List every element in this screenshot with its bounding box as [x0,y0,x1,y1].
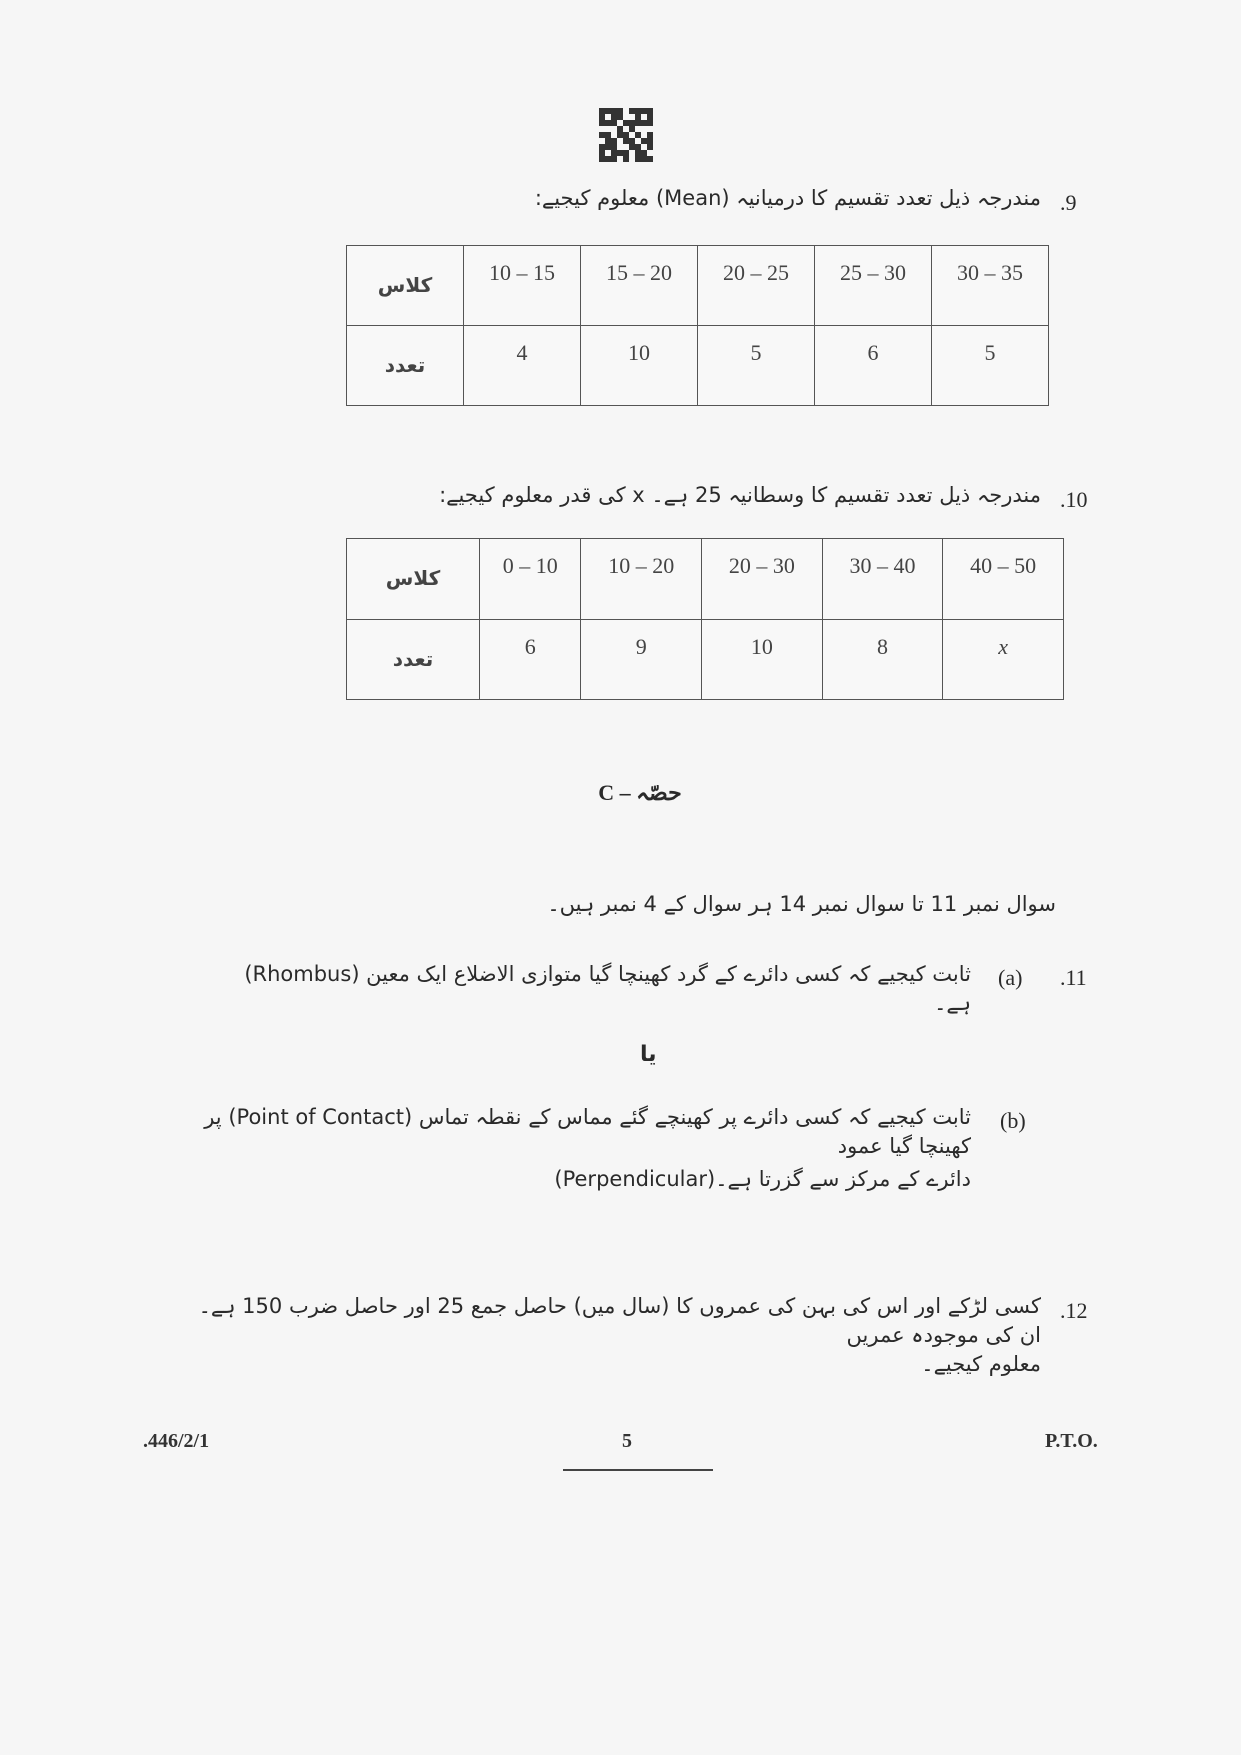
question-10-table [346,538,1064,700]
question-11b-line2: (Perpendicular)دائرے کے مرکز سے گزرتا ہے۔ [554,1167,971,1191]
class-row-header: کلاس [347,539,480,620]
class-row [347,246,1049,326]
frequency-row [347,326,1049,406]
page-number-underline [563,1469,713,1471]
question-12-number: .12 [1060,1298,1088,1323]
class-row-header: کلاس [347,246,464,326]
pto-label: P.T.O. [1045,1430,1098,1452]
class-cell: 30 – 35 [932,246,1049,326]
class-cell: 10 – 15 [464,246,581,326]
question-9-text: مندرجہ ذیل تعدد تقسیم کا درمیانیہ (Mean) معلوم کیجیے: [534,186,1041,210]
question-10-text: مندرجہ ذیل تعدد تقسیم کا وسطانیہ 25 ہے۔ x کی قدر معلوم کیجیے: [439,483,1041,507]
frequency-cell: x [943,619,1064,700]
question-9-table [346,245,1049,406]
question-11b-line1: ثابت کیجیے کہ کسی دائرے پر کھینچے گئے مماس کے نقطہ تماس (Point of Contact) پر کھینچا گیا عمود [204,1105,971,1159]
question-11a-label: (a) [998,965,1023,990]
frequency-cell: 10 [702,619,823,700]
frequency-row-header: تعدد [347,326,464,406]
frequency-cell: 6 [480,619,581,700]
frequency-cell: 5 [932,326,1049,406]
class-cell: 30 – 40 [822,539,943,620]
question-12-line2: معلوم کیجیے۔ [921,1352,1041,1376]
class-cell: 10 – 20 [581,539,702,620]
question-9-number: .9 [1060,190,1077,215]
frequency-row-header: تعدد [347,619,480,700]
frequency-cell: 8 [822,619,943,700]
question-11a-text: ثابت کیجیے کہ کسی دائرے کے گرد کھینچا گیا متوازی الاضلاع ایک معین (Rhombus) ہے۔ [244,962,971,1016]
frequency-row [347,619,1064,700]
or-separator: یا [640,1042,657,1067]
class-row [347,539,1064,620]
qr-code [599,108,653,162]
question-12-line1: کسی لڑکے اور اس کی بہن کی عمروں کا (سال میں) حاصل جمع 25 اور حاصل ضرب 150 ہے۔ ان کی موجودہ عمریں [198,1294,1041,1348]
question-10-number: .10 [1060,487,1088,512]
class-cell: 20 – 30 [702,539,823,620]
frequency-cell: 6 [815,326,932,406]
page-number: 5 [622,1430,632,1452]
class-cell: 40 – 50 [943,539,1064,620]
section-c-heading: حصّہ – C [598,780,682,805]
class-cell: 20 – 25 [698,246,815,326]
question-11b-label: (b) [1000,1108,1026,1133]
frequency-cell: 10 [581,326,698,406]
paper-code: .446/2/1 [143,1430,210,1452]
section-instructions: سوال نمبر 11 تا سوال نمبر 14 ہر سوال کے 4 نمبر ہیں۔ [547,892,1056,916]
frequency-cell: 4 [464,326,581,406]
question-11-number: .11 [1060,965,1087,990]
class-cell: 25 – 30 [815,246,932,326]
frequency-cell: 9 [581,619,702,700]
class-cell: 15 – 20 [581,246,698,326]
frequency-cell: 5 [698,326,815,406]
class-cell: 0 – 10 [480,539,581,620]
